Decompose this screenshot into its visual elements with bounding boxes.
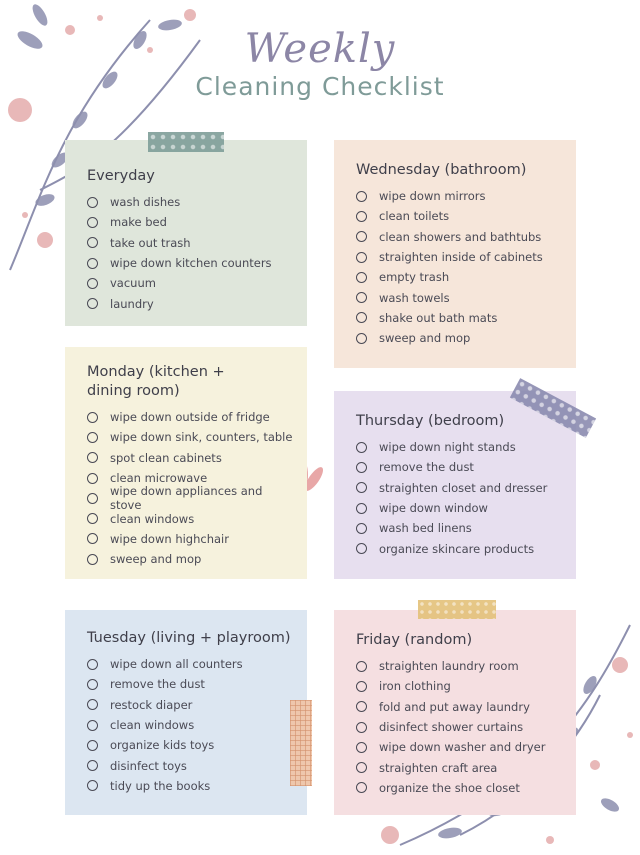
- checklist-item[interactable]: organize kids toys: [87, 735, 297, 755]
- checkbox[interactable]: [356, 292, 367, 303]
- checklist-item[interactable]: restock diaper: [87, 695, 297, 715]
- checkbox[interactable]: [87, 298, 98, 309]
- title-script: Weekly: [244, 26, 396, 72]
- checklist-item[interactable]: wipe down sink, counters, table: [87, 427, 297, 447]
- card-tuesday: [65, 610, 307, 815]
- checklist-item[interactable]: shake out bath mats: [356, 308, 566, 328]
- checkbox[interactable]: [356, 272, 367, 283]
- card-heading: Wednesday (bathroom): [356, 162, 527, 178]
- checklist-item[interactable]: clean windows: [87, 715, 297, 735]
- washi-tape-yellow: [418, 600, 496, 619]
- checkbox[interactable]: [87, 278, 98, 289]
- checklist-item[interactable]: straighten craft area: [356, 757, 566, 777]
- checklist-item[interactable]: wipe down night stands: [356, 437, 566, 457]
- checkbox[interactable]: [87, 679, 98, 690]
- checklist-item[interactable]: tidy up the books: [87, 776, 297, 796]
- checklist-item[interactable]: sweep and mop: [356, 328, 566, 348]
- card-heading: Everyday: [87, 168, 155, 184]
- checkbox[interactable]: [356, 191, 367, 202]
- page-title: Cleaning Checklist: [195, 72, 445, 101]
- checklist-item[interactable]: vacuum: [87, 273, 297, 293]
- checkbox[interactable]: [87, 217, 98, 228]
- washi-tape-grid: [290, 700, 312, 786]
- card-monday: [65, 347, 307, 579]
- checkbox[interactable]: [356, 782, 367, 793]
- checklist-item[interactable]: laundry: [87, 293, 297, 313]
- checkbox[interactable]: [87, 452, 98, 463]
- checklist-item[interactable]: wipe down highchair: [87, 529, 297, 549]
- checklist-item[interactable]: take out trash: [87, 233, 297, 253]
- checkbox[interactable]: [356, 661, 367, 672]
- checklist-item[interactable]: wipe down window: [356, 498, 566, 518]
- checkbox[interactable]: [87, 412, 98, 423]
- checkbox[interactable]: [87, 740, 98, 751]
- checkbox[interactable]: [356, 333, 367, 344]
- checkbox[interactable]: [356, 482, 367, 493]
- checklist-item[interactable]: wipe down mirrors: [356, 186, 566, 206]
- checklist-item[interactable]: wipe down all counters: [87, 654, 297, 674]
- checklist-item[interactable]: disinfect shower curtains: [356, 717, 566, 737]
- card-everyday: [65, 140, 307, 326]
- checklist-item[interactable]: remove the dust: [87, 674, 297, 694]
- checkbox[interactable]: [356, 543, 367, 554]
- card-heading: Thursday (bedroom): [356, 413, 505, 429]
- card-heading: Monday (kitchen + dining room): [87, 364, 225, 399]
- checklist-item[interactable]: fold and put away laundry: [356, 697, 566, 717]
- checklist-item[interactable]: clean toilets: [356, 206, 566, 226]
- checklist-item[interactable]: iron clothing: [356, 676, 566, 696]
- checkbox[interactable]: [356, 762, 367, 773]
- checkbox[interactable]: [87, 513, 98, 524]
- checklist-item[interactable]: straighten inside of cabinets: [356, 247, 566, 267]
- checkbox[interactable]: [87, 258, 98, 269]
- checkbox[interactable]: [356, 722, 367, 733]
- checkbox[interactable]: [87, 493, 98, 504]
- checkbox[interactable]: [87, 554, 98, 565]
- checklist-item[interactable]: disinfect toys: [87, 755, 297, 775]
- checkbox[interactable]: [87, 699, 98, 710]
- checklist-item[interactable]: wash towels: [356, 287, 566, 307]
- checkbox[interactable]: [356, 742, 367, 753]
- checkbox[interactable]: [356, 681, 367, 692]
- checkbox[interactable]: [356, 312, 367, 323]
- checklist-item[interactable]: empty trash: [356, 267, 566, 287]
- checklist-item[interactable]: straighten laundry room: [356, 656, 566, 676]
- checkbox[interactable]: [356, 701, 367, 712]
- checkbox[interactable]: [87, 780, 98, 791]
- checkbox[interactable]: [356, 252, 367, 263]
- checklist-item[interactable]: wipe down outside of fridge: [87, 407, 297, 427]
- checklist-item[interactable]: clean windows: [87, 508, 297, 528]
- checkbox[interactable]: [356, 523, 367, 534]
- card-heading: Tuesday (living + playroom): [87, 630, 291, 646]
- card-thursday: [334, 391, 576, 579]
- checklist-item[interactable]: wipe down kitchen counters: [87, 253, 297, 273]
- checklist-item[interactable]: spot clean cabinets: [87, 448, 297, 468]
- checklist-item[interactable]: organize the shoe closet: [356, 778, 566, 798]
- checkbox[interactable]: [356, 231, 367, 242]
- checklist-item[interactable]: wipe down appliances and stove: [87, 488, 297, 508]
- checkbox[interactable]: [356, 503, 367, 514]
- checklist-item[interactable]: wash bed linens: [356, 518, 566, 538]
- checklist-item[interactable]: organize skincare products: [356, 538, 566, 558]
- checklist-item[interactable]: wash dishes: [87, 192, 297, 212]
- checklist-item[interactable]: clean showers and bathtubs: [356, 227, 566, 247]
- checkbox[interactable]: [87, 659, 98, 670]
- checkbox[interactable]: [87, 760, 98, 771]
- checkbox[interactable]: [356, 442, 367, 453]
- checklist-item[interactable]: straighten closet and dresser: [356, 478, 566, 498]
- checkbox[interactable]: [87, 473, 98, 484]
- checklist-item[interactable]: wipe down washer and dryer: [356, 737, 566, 757]
- checkbox[interactable]: [356, 211, 367, 222]
- card-wednesday: [334, 140, 576, 368]
- checkbox[interactable]: [87, 197, 98, 208]
- checklist-item[interactable]: make bed: [87, 212, 297, 232]
- checklist-item[interactable]: clean microwave: [87, 468, 297, 488]
- card-friday: [334, 610, 576, 815]
- checklist-item[interactable]: remove the dust: [356, 457, 566, 477]
- washi-tape-green: [148, 132, 224, 152]
- card-heading: Friday (random): [356, 632, 473, 648]
- checkbox[interactable]: [356, 462, 367, 473]
- checkbox[interactable]: [87, 533, 98, 544]
- checkbox[interactable]: [87, 432, 98, 443]
- checkbox[interactable]: [87, 720, 98, 731]
- checkbox[interactable]: [87, 237, 98, 248]
- checklist-item[interactable]: sweep and mop: [87, 549, 297, 569]
